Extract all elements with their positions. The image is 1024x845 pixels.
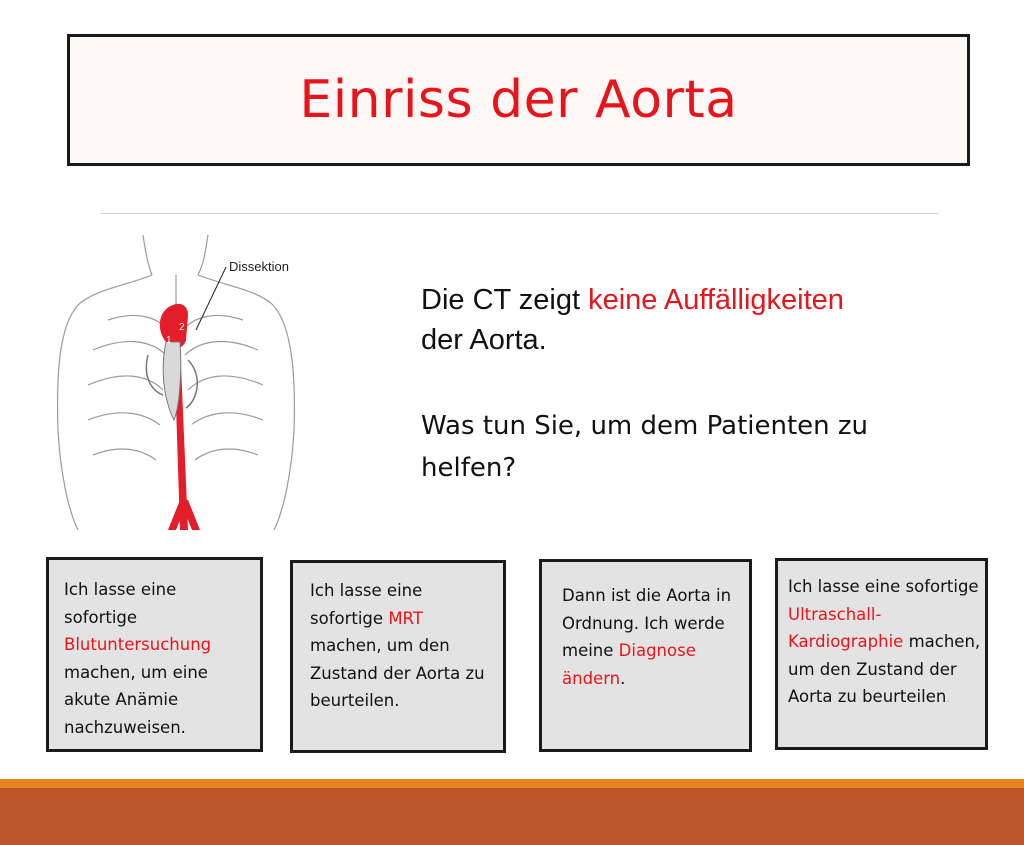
option-3-pre: Dann ist die Aorta in Ordnung. Ich werde meine xyxy=(562,586,732,660)
option-2-post: machen, um den Zustand der Aorta zu beurteilen. xyxy=(310,636,485,710)
marker-3: 3 xyxy=(192,335,198,346)
dissection-label: Dissektion xyxy=(229,259,289,274)
option-4-post: machen, um den Zustand der Aorta zu beurteilen xyxy=(788,632,981,706)
marker-4: 4 xyxy=(188,422,194,433)
ct-text-pre: Die CT zeigt xyxy=(421,284,589,316)
option-1-post: machen, um eine akute Anämie nachzuweisen. xyxy=(64,662,208,737)
answer-option-4[interactable] xyxy=(775,558,988,750)
option-2-pre: Ich lasse eine sofortige xyxy=(310,581,423,628)
option-1-pre: Ich lasse eine sofortige xyxy=(64,580,177,627)
option-1-highlight: Blutuntersuchung xyxy=(64,635,212,654)
option-4-highlight: Ultraschall-Kardiographie xyxy=(788,604,904,651)
answer-option-2[interactable] xyxy=(290,560,506,753)
footer-band-accent xyxy=(0,779,1024,788)
answer-option-3[interactable] xyxy=(539,559,752,752)
question-text: Was tun Sie, um dem Patienten zu helfen? xyxy=(421,411,869,483)
title-box xyxy=(67,34,970,166)
option-3-post: . xyxy=(620,668,626,688)
footer-band xyxy=(0,788,1024,845)
ct-text-post: der Aorta. xyxy=(421,324,547,356)
ct-statement xyxy=(421,280,981,360)
option-2-highlight: MRT xyxy=(388,608,423,628)
marker-2: 2 xyxy=(179,322,185,333)
ct-highlight: keine Auffälligkeiten xyxy=(588,284,844,316)
aorta-illustration xyxy=(48,230,308,530)
option-4-pre: Ich lasse eine sofortige xyxy=(788,577,979,596)
divider xyxy=(100,213,938,214)
option-4-tail: . xyxy=(946,695,950,705)
marker-1: 1 xyxy=(166,335,172,346)
answer-option-1[interactable] xyxy=(46,557,263,752)
slide-title: Einriss der Aorta xyxy=(299,70,738,130)
option-3-highlight: Diagnose ändern xyxy=(562,641,696,688)
